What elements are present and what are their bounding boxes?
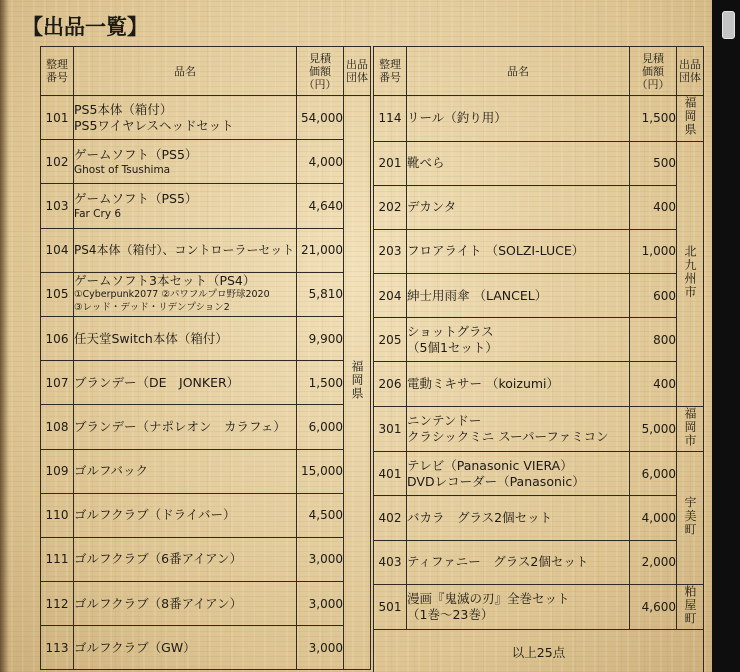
table-row [41, 405, 371, 449]
organization-cell [677, 141, 704, 406]
item-price: 4,500 [297, 493, 344, 537]
item-number: 109 [41, 449, 74, 493]
organization-cell [677, 406, 704, 452]
item-price: 9,900 [297, 316, 344, 360]
item-name-line: ブランデー（ナポレオン カラフェ） [74, 418, 286, 434]
item-name-line: 電動ミキサー （koizumi） [407, 376, 560, 392]
organization-name: 福岡市 [683, 406, 697, 448]
header-organization [344, 47, 371, 96]
item-name [74, 537, 297, 581]
right-table-header [374, 47, 704, 96]
table-row [41, 626, 371, 670]
item-price: 6,000 [297, 405, 344, 449]
item-number: 403 [374, 540, 407, 584]
organization-name: 福岡県 [350, 360, 364, 401]
header-price-line: （円） [636, 77, 670, 91]
item-price: 1,500 [630, 96, 677, 142]
item-name-line: （5個1セット） [407, 339, 498, 355]
item-number: 111 [41, 537, 74, 581]
header-item-name [74, 47, 297, 96]
item-price: 400 [630, 362, 677, 406]
item-name-line: ブランデー（DE JONKER） [74, 374, 240, 390]
item-price: 54,000 [297, 96, 344, 140]
item-name-line: Ghost of Tsushima [74, 163, 171, 176]
table-row [41, 140, 371, 184]
item-name [74, 449, 297, 493]
header-number-line: 整理 [46, 58, 68, 71]
item-number: 113 [41, 626, 74, 670]
item-price: 400 [630, 185, 677, 229]
item-name-line: ゴルフバック [74, 463, 149, 479]
item-price: 500 [630, 141, 677, 185]
viewer-frame [712, 0, 740, 672]
item-name [74, 272, 297, 316]
header-item-name-line: 品名 [174, 64, 196, 78]
table-row [374, 406, 704, 452]
item-name [74, 405, 297, 449]
item-name [407, 185, 630, 229]
item-name-line: 漫画『鬼滅の刃』全巻セット [407, 590, 570, 606]
item-number: 110 [41, 493, 74, 537]
table-row [41, 493, 371, 537]
item-name-line: デカンタ [407, 199, 457, 215]
right-items-table [373, 46, 704, 672]
item-name [407, 274, 630, 318]
item-name-line: PS5本体（箱付） [74, 101, 173, 117]
header-estimated-price [630, 47, 677, 96]
item-name-line: フロアライト （SOLZI-LUCE） [407, 243, 585, 259]
scrollbar-thumb[interactable] [722, 11, 735, 39]
page-title: 【出品一覧】 [22, 15, 148, 39]
header-item-name-line: 品名 [507, 64, 529, 78]
item-name [74, 626, 297, 670]
item-price: 4,640 [297, 184, 344, 228]
item-price: 4,000 [630, 496, 677, 540]
item-name-line: DVDレコーダー（Panasonic） [407, 473, 585, 489]
header-number [374, 47, 407, 96]
item-price: 600 [630, 274, 677, 318]
header-row [374, 47, 704, 96]
item-name [74, 96, 297, 140]
header-price-line: 価額 [642, 64, 664, 78]
organization-cell [677, 452, 704, 585]
header-organization [677, 47, 704, 96]
organization-name: 粕屋町 [683, 584, 697, 626]
header-number [41, 47, 74, 96]
header-price-line: （円） [303, 77, 337, 91]
table-row [41, 316, 371, 360]
item-name-line: リール（釣り用） [407, 110, 507, 126]
item-name-line: ゴルフクラブ（6番アイアン） [74, 551, 243, 567]
header-number-line: 番号 [379, 71, 401, 84]
header-price-line: 見積 [642, 51, 664, 65]
header-price-line: 見積 [309, 51, 331, 65]
item-number: 206 [374, 362, 407, 406]
item-name-line: ニンテンドー [407, 412, 482, 428]
item-name-line: （1巻～23巻） [407, 606, 494, 622]
item-number: 501 [374, 584, 407, 630]
item-name [407, 229, 630, 273]
item-price: 5,000 [630, 406, 677, 452]
table-row [41, 96, 371, 140]
table-row [41, 582, 371, 626]
item-number: 201 [374, 141, 407, 185]
item-name [407, 584, 630, 630]
table-row [41, 537, 371, 581]
item-name [74, 361, 297, 405]
header-number-line: 番号 [46, 71, 68, 84]
table-row [374, 540, 704, 584]
item-number: 104 [41, 228, 74, 272]
item-price: 3,000 [297, 537, 344, 581]
item-price: 15,000 [297, 449, 344, 493]
summary-row [374, 630, 704, 672]
table-row [374, 185, 704, 229]
item-name [74, 316, 297, 360]
item-number: 105 [41, 272, 74, 316]
item-name-line: 靴べら [407, 155, 445, 171]
table-row [41, 449, 371, 493]
item-name-line: クラシックミニ スーパーファミコン [407, 428, 609, 444]
organization-name: 北九州市 [683, 244, 697, 299]
table-row [374, 141, 704, 185]
organization-cell [677, 96, 704, 142]
item-number: 112 [41, 582, 74, 626]
item-price: 1,500 [297, 361, 344, 405]
item-name-line: 紳士用雨傘 （LANCEL） [407, 287, 548, 303]
item-price: 2,000 [630, 540, 677, 584]
item-number: 102 [41, 140, 74, 184]
table-row [374, 452, 704, 496]
item-name [407, 141, 630, 185]
item-name [407, 96, 630, 142]
item-name-line: PS5ワイヤレスヘッドセット [74, 117, 234, 133]
item-name-line: ゲームソフト（PS5） [74, 190, 198, 206]
item-number: 107 [41, 361, 74, 405]
item-price: 1,000 [630, 229, 677, 273]
item-number: 108 [41, 405, 74, 449]
header-item-name [407, 47, 630, 96]
item-name-line: ゴルフクラブ（ドライバー） [74, 507, 236, 523]
table-row [41, 272, 371, 316]
table-row [41, 184, 371, 228]
item-number: 402 [374, 496, 407, 540]
header-estimated-price [297, 47, 344, 96]
item-name [407, 540, 630, 584]
item-number: 301 [374, 406, 407, 452]
item-name [74, 184, 297, 228]
item-name [74, 493, 297, 537]
table-row [374, 496, 704, 540]
organization-cell [677, 584, 704, 630]
table-row [374, 584, 704, 630]
table-row [374, 362, 704, 406]
item-name-line: バカラ グラス2個セット [407, 509, 553, 525]
item-price: 3,000 [297, 626, 344, 670]
left-items-table [40, 46, 371, 670]
header-row [41, 47, 371, 96]
header-organization-line: 出品 [346, 58, 368, 71]
item-number: 205 [374, 318, 407, 362]
item-name-line: 任天堂Switch本体（箱付） [74, 330, 228, 346]
item-name [407, 362, 630, 406]
item-name-line: Far Cry 6 [74, 207, 122, 220]
header-organization-line: 団体 [346, 71, 368, 84]
item-price: 6,000 [630, 452, 677, 496]
item-name-line: ③レッド・デッド・リデンプション2 [74, 302, 230, 314]
organization-name: 福岡県 [683, 96, 697, 137]
item-number: 202 [374, 185, 407, 229]
item-number: 101 [41, 96, 74, 140]
header-organization-line: 出品 [679, 58, 701, 71]
item-name [407, 452, 630, 496]
item-name-line: ゲームソフト3本セット（PS4） [74, 274, 256, 289]
item-number: 204 [374, 274, 407, 318]
item-number: 203 [374, 229, 407, 273]
item-price: 3,000 [297, 582, 344, 626]
header-number-line: 整理 [379, 58, 401, 71]
item-number: 114 [374, 96, 407, 142]
item-number: 106 [41, 316, 74, 360]
item-name-line: ゴルフクラブ（GW） [74, 639, 196, 655]
item-name-line: テレビ（Panasonic VIERA） [407, 457, 573, 473]
item-name-line: ショットグラス [407, 323, 494, 339]
item-name-line: ティファニー グラス2個セット [407, 554, 589, 570]
table-row [374, 274, 704, 318]
item-name [74, 582, 297, 626]
item-name-line: PS4本体（箱付）、コントローラーセット [74, 243, 295, 258]
header-organization-line: 団体 [679, 71, 701, 84]
header-price-line: 価額 [309, 64, 331, 78]
item-name-line: ゴルフクラブ（8番アイアン） [74, 595, 243, 611]
summary-cell: 以上25点 [374, 630, 704, 672]
organization-cell [344, 96, 371, 670]
item-number: 401 [374, 452, 407, 496]
item-price: 4,600 [630, 584, 677, 630]
left-table-header [41, 47, 371, 96]
item-price: 21,000 [297, 228, 344, 272]
item-name-line: ゲームソフト（PS5） [74, 146, 198, 162]
table-row [374, 318, 704, 362]
item-name [407, 318, 630, 362]
item-number: 103 [41, 184, 74, 228]
item-price: 4,000 [297, 140, 344, 184]
item-price: 800 [630, 318, 677, 362]
right-table-body [374, 96, 704, 672]
item-name [407, 406, 630, 452]
table-row [374, 96, 704, 142]
left-table-body [41, 96, 371, 670]
item-name-line: ①Cyberpunk2077 ②パワフルプロ野球2020 [74, 289, 270, 301]
item-name [74, 228, 297, 272]
item-name [407, 496, 630, 540]
table-row [41, 228, 371, 272]
item-name [74, 140, 297, 184]
table-row [41, 361, 371, 405]
organization-name: 宇美町 [683, 495, 697, 537]
table-row [374, 229, 704, 273]
item-price: 5,810 [297, 272, 344, 316]
